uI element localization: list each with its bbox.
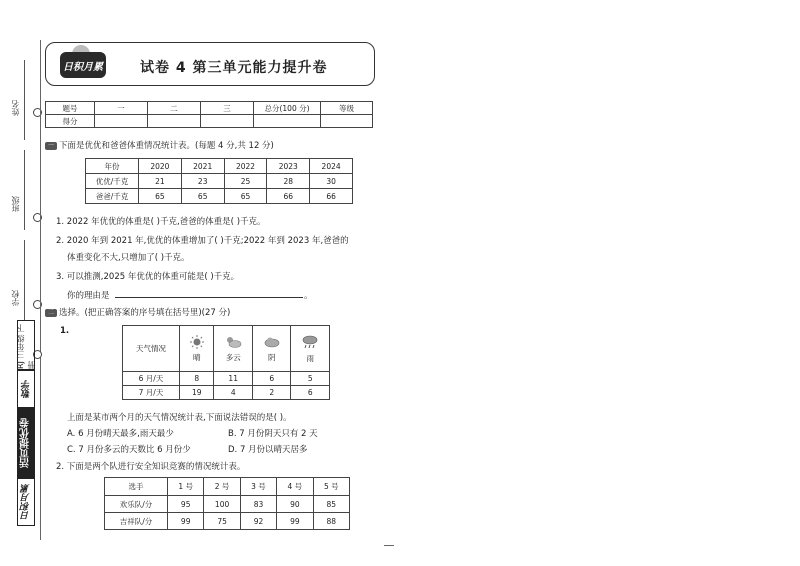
team-header: 1 号 bbox=[168, 478, 204, 496]
team-cell: 92 bbox=[240, 513, 276, 530]
section2-heading bbox=[45, 306, 230, 318]
score-cell[interactable] bbox=[321, 115, 373, 128]
name-label: 姓名 bbox=[11, 100, 20, 116]
question-2-1-number: 1. bbox=[60, 326, 70, 336]
school-label: 学校 bbox=[11, 290, 20, 306]
score-header: 题号 bbox=[46, 102, 95, 115]
class-line bbox=[24, 150, 25, 230]
school-line bbox=[24, 240, 25, 320]
weight-cell: 28 bbox=[267, 174, 310, 189]
reason-period: 。 bbox=[304, 291, 313, 301]
class-label: 班级 bbox=[11, 196, 20, 212]
weather-table bbox=[122, 325, 330, 400]
team-header: 4 号 bbox=[277, 478, 313, 496]
team-cell: 83 bbox=[240, 496, 276, 513]
spine-subject: 数学 bbox=[17, 370, 35, 408]
sun-icon bbox=[189, 335, 205, 349]
weather-col-overcast bbox=[252, 326, 291, 372]
cloud-icon bbox=[263, 335, 281, 349]
weather-cell: 4 bbox=[214, 386, 253, 400]
weight-cell: 25 bbox=[224, 174, 267, 189]
team-cell: 85 bbox=[313, 496, 349, 513]
weight-cell: 66 bbox=[267, 189, 310, 204]
weather-cell: 5 bbox=[291, 372, 330, 386]
team-cell: 99 bbox=[168, 513, 204, 530]
page-title: 试卷 4 第三单元能力提升卷 bbox=[140, 60, 328, 76]
score-header: 等级 bbox=[321, 102, 373, 115]
score-row-label: 得分 bbox=[46, 115, 95, 128]
score-cell[interactable] bbox=[148, 115, 201, 128]
weather-label: 雨 bbox=[306, 353, 314, 363]
weight-header: 年份 bbox=[86, 159, 139, 174]
weather-cell: 6 bbox=[291, 386, 330, 400]
weather-cell: 8 bbox=[180, 372, 214, 386]
weight-cell: 30 bbox=[310, 174, 353, 189]
score-table bbox=[45, 101, 373, 128]
weight-cell: 66 bbox=[310, 189, 353, 204]
question-2-1-stem: 上面是某市两个月的天气情况统计表,下面说法错误的是( )。 bbox=[67, 413, 292, 423]
question-1-3: 3. 可以推测,2025 年优优的体重可能是( )千克。 bbox=[56, 272, 240, 282]
score-cell[interactable] bbox=[254, 115, 321, 128]
reason-label: 你的理由是 bbox=[67, 291, 110, 301]
reason-answer-line[interactable] bbox=[115, 297, 303, 298]
section2-title: 选择。(把正确答案的序号填在括号里)(27 分) bbox=[59, 308, 231, 318]
score-header: 一 bbox=[95, 102, 148, 115]
section1-heading bbox=[45, 139, 274, 151]
weight-cell: 优优/千克 bbox=[86, 174, 139, 189]
score-header: 二 bbox=[148, 102, 201, 115]
option-b[interactable]: B. 7 月份阴天只有 2 天 bbox=[228, 429, 318, 439]
weather-label: 晴 bbox=[192, 352, 201, 362]
weather-col-sunny bbox=[180, 326, 214, 372]
spine-logo: 日积月累 bbox=[17, 478, 35, 526]
team-score-table bbox=[104, 477, 350, 530]
score-header: 三 bbox=[201, 102, 254, 115]
team-cell: 99 bbox=[277, 513, 313, 530]
spine-grade: RJ 三年级 下册 bbox=[17, 320, 35, 370]
page-number-dash bbox=[384, 545, 394, 546]
team-cell: 95 bbox=[168, 496, 204, 513]
weight-cell: 23 bbox=[181, 174, 224, 189]
weight-cell: 21 bbox=[139, 174, 182, 189]
team-row-label: 欢乐队/分 bbox=[105, 496, 168, 513]
rain-icon bbox=[301, 334, 319, 350]
weight-cell: 爸爸/千克 bbox=[86, 189, 139, 204]
weight-header: 2020 bbox=[139, 159, 182, 174]
weather-row-label: 7 月/天 bbox=[123, 386, 180, 400]
team-header: 2 号 bbox=[204, 478, 240, 496]
weather-label: 阴 bbox=[267, 352, 276, 362]
weather-cell: 19 bbox=[180, 386, 214, 400]
partly-cloudy-icon bbox=[224, 335, 242, 349]
section1-title: 下面是优优和爸爸体重情况统计表。(每题 4 分,共 12 分) bbox=[59, 141, 274, 151]
spine-series: 活页提优卷 bbox=[17, 408, 35, 478]
question-1-2: 2. 2020 年到 2021 年,优优的体重增加了( )千克;2022 年到 2023 年,爸爸的 bbox=[56, 236, 349, 246]
weight-cell: 65 bbox=[181, 189, 224, 204]
weather-row-label: 6 月/天 bbox=[123, 372, 180, 386]
weather-cell: 2 bbox=[252, 386, 291, 400]
section-number-icon: 二 bbox=[45, 309, 57, 317]
option-a[interactable]: A. 6 月份晴天最多,雨天最少 bbox=[67, 429, 174, 439]
team-cell: 88 bbox=[313, 513, 349, 530]
question-2-2: 2. 下面是两个队进行安全知识竞赛的情况统计表。 bbox=[56, 462, 246, 472]
weather-label: 多云 bbox=[225, 352, 241, 362]
team-row-label: 吉祥队/分 bbox=[105, 513, 168, 530]
team-cell: 100 bbox=[204, 496, 240, 513]
score-cell[interactable] bbox=[201, 115, 254, 128]
name-line bbox=[24, 60, 25, 140]
team-header: 选手 bbox=[105, 478, 168, 496]
weight-header: 2022 bbox=[224, 159, 267, 174]
weight-header: 2021 bbox=[181, 159, 224, 174]
weight-cell: 65 bbox=[224, 189, 267, 204]
question-1-1: 1. 2022 年优优的体重是( )千克,爸爸的体重是( )千克。 bbox=[56, 217, 266, 227]
team-cell: 90 bbox=[277, 496, 313, 513]
weight-header: 2024 bbox=[310, 159, 353, 174]
weight-table bbox=[85, 158, 353, 204]
weather-col-cloudy bbox=[214, 326, 253, 372]
score-cell[interactable] bbox=[95, 115, 148, 128]
score-header: 总分(100 分) bbox=[254, 102, 321, 115]
team-header: 5 号 bbox=[313, 478, 349, 496]
weather-corner: 天气情况 bbox=[123, 326, 180, 372]
brand-logo: 日积月累 bbox=[60, 52, 106, 78]
weather-cell: 6 bbox=[252, 372, 291, 386]
binding-line bbox=[40, 40, 41, 540]
weather-col-rain bbox=[291, 326, 330, 372]
weather-cell: 11 bbox=[214, 372, 253, 386]
option-d[interactable]: D. 7 月份以晴天居多 bbox=[228, 445, 308, 455]
weight-header: 2023 bbox=[267, 159, 310, 174]
question-1-2-cont: 体重变化不大,只增加了( )千克。 bbox=[67, 253, 190, 263]
option-c[interactable]: C. 7 月份多云的天数比 6 月份少 bbox=[67, 445, 191, 455]
weight-cell: 65 bbox=[139, 189, 182, 204]
team-header: 3 号 bbox=[240, 478, 276, 496]
section-number-icon: 一 bbox=[45, 142, 57, 150]
team-cell: 75 bbox=[204, 513, 240, 530]
